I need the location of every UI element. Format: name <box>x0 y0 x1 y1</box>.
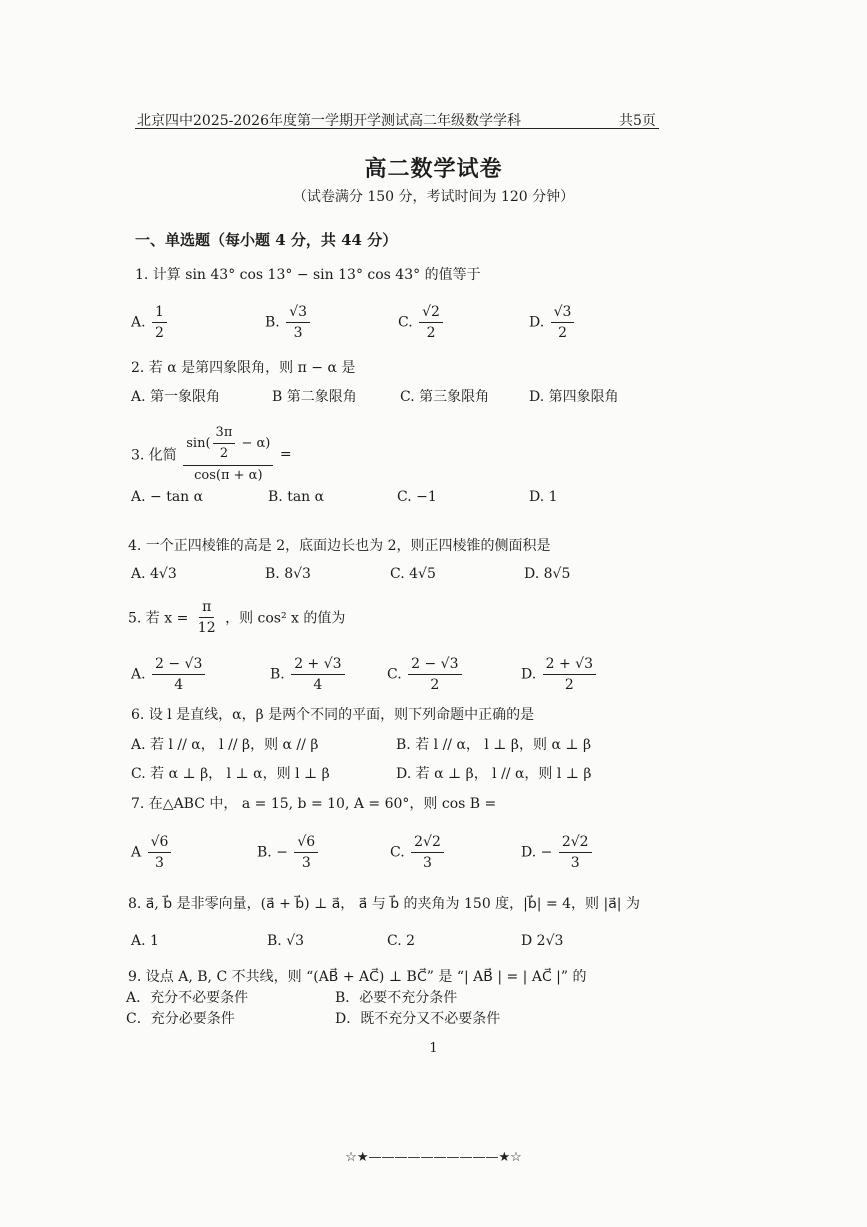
page-number: 1 <box>429 1041 438 1056</box>
question-3-option-b: B. tan α <box>268 489 325 505</box>
question-4-option-a: A. 4√3 <box>131 566 177 582</box>
question-4-stem: 4. 一个正四棱锥的高是 2，底面边长也为 2，则正四棱锥的侧面积是 <box>128 538 551 554</box>
question-7-option-b: B. − $\frac{√6}{3}$ <box>257 833 320 872</box>
question-9-option-a: A．充分不必要条件 <box>126 990 249 1006</box>
question-1-option-a: A. $\frac{1}{2}$ <box>131 303 169 342</box>
footer-ornament: ☆★——————————★☆ <box>345 1150 522 1165</box>
question-6-option-b: B. 若 l // α， l ⊥ β，则 α ⊥ β <box>396 737 592 753</box>
question-2-option-c: C. 第三象限角 <box>400 389 490 405</box>
section-heading: 一、单选题（每小题 4 分，共 44 分） <box>135 231 398 249</box>
question-4-option-d: D. 8√5 <box>524 566 571 582</box>
question-9-option-b: B．必要不充分条件 <box>335 990 458 1006</box>
exam-subtitle: （试卷满分 150 分，考试时间为 120 分钟） <box>292 189 575 205</box>
question-8-stem: 8. a⃗, b⃗ 是非零向量，(a⃗ + b⃗) ⊥ a⃗， a⃗ 与 b⃗ 的夹角为 150 度，|b⃗| = 4，则 |a⃗| 为 <box>128 896 640 912</box>
question-3-option-a: A. − tan α <box>131 489 204 505</box>
question-3-option-c: C. −1 <box>397 489 437 505</box>
question-9-option-c: C．充分必要条件 <box>126 1011 235 1027</box>
question-4-option-b: B. 8√3 <box>265 566 311 582</box>
question-7-option-c: C. $\frac{2√2}{3}$ <box>390 833 446 872</box>
exam-header-title: 北京四中2025-2026年度第一学期开学测试高二年级数学学科 <box>137 113 521 129</box>
page-count: 共5页 <box>619 113 656 129</box>
question-1-option-c: C. $\frac{√2}{2}$ <box>398 303 445 342</box>
question-8-option-c: C. 2 <box>387 933 416 949</box>
question-3-stem: 3. 化简 sin( $\frac{3\pi}{2}$ − α) cos(π + α) = <box>131 425 292 483</box>
question-6-option-c: C. 若 α ⊥ β， l ⊥ α，则 l ⊥ β <box>131 766 330 782</box>
question-1-option-b: B. $\frac{√3}{3}$ <box>265 303 312 342</box>
question-5-stem: 5. 若 x = $\frac{\pi}{12}$ ，则 cos² x 的值为 <box>128 599 346 636</box>
question-1-stem: 1. 计算 sin 43° cos 13° − sin 13° cos 43° 的值等于 <box>135 267 481 283</box>
question-2-option-b: B 第二象限角 <box>272 389 357 405</box>
question-5-option-b: B. $\frac{2 + √3}{4}$ <box>270 655 347 694</box>
header-divider <box>135 128 659 129</box>
question-2-option-d: D. 第四象限角 <box>529 389 619 405</box>
question-6-stem: 6. 设 l 是直线，α，β 是两个不同的平面，则下列命题中正确的是 <box>131 707 535 723</box>
question-9-option-d: D．既不充分又不必要条件 <box>335 1011 501 1027</box>
question-5-option-a: A. $\frac{2 - √3}{4}$ <box>131 655 207 694</box>
question-2-stem: 2. 若 α 是第四象限角，则 π − α 是 <box>131 360 356 376</box>
page-title: 高二数学试卷 <box>364 156 503 182</box>
question-8-option-b: B. √3 <box>267 933 305 949</box>
question-4-option-c: C. 4√5 <box>390 566 436 582</box>
question-8-option-a: A. 1 <box>131 933 159 949</box>
question-7-stem: 7. 在△ABC 中， a = 15, b = 10, A = 60°，则 cos B = <box>131 796 497 812</box>
question-8-option-d: D 2√3 <box>521 933 564 949</box>
question-7-option-a: A $\frac{√6}{3}$ <box>131 833 173 872</box>
question-7-option-d: D. − $\frac{2√2}{3}$ <box>521 833 594 872</box>
question-2-option-a: A. 第一象限角 <box>131 389 221 405</box>
question-6-option-d: D. 若 α ⊥ β， l // α，则 l ⊥ β <box>396 766 592 782</box>
question-1-option-d: D. $\frac{√3}{2}$ <box>529 303 576 342</box>
question-5-option-c: C. $\frac{2 - √3}{2}$ <box>387 655 464 694</box>
question-9-stem: 9. 设点 A, B, C 不共线，则 “(AB⃗ + AC⃗) ⊥ BC⃗” 是 “| AB⃗ | = | AC⃗ |” 的 <box>128 969 587 985</box>
question-6-option-a: A. 若 l // α， l // β，则 α // β <box>131 737 319 753</box>
question-5-option-d: D. $\frac{2 + √3}{2}$ <box>521 655 598 694</box>
question-3-option-d: D. 1 <box>529 489 558 505</box>
